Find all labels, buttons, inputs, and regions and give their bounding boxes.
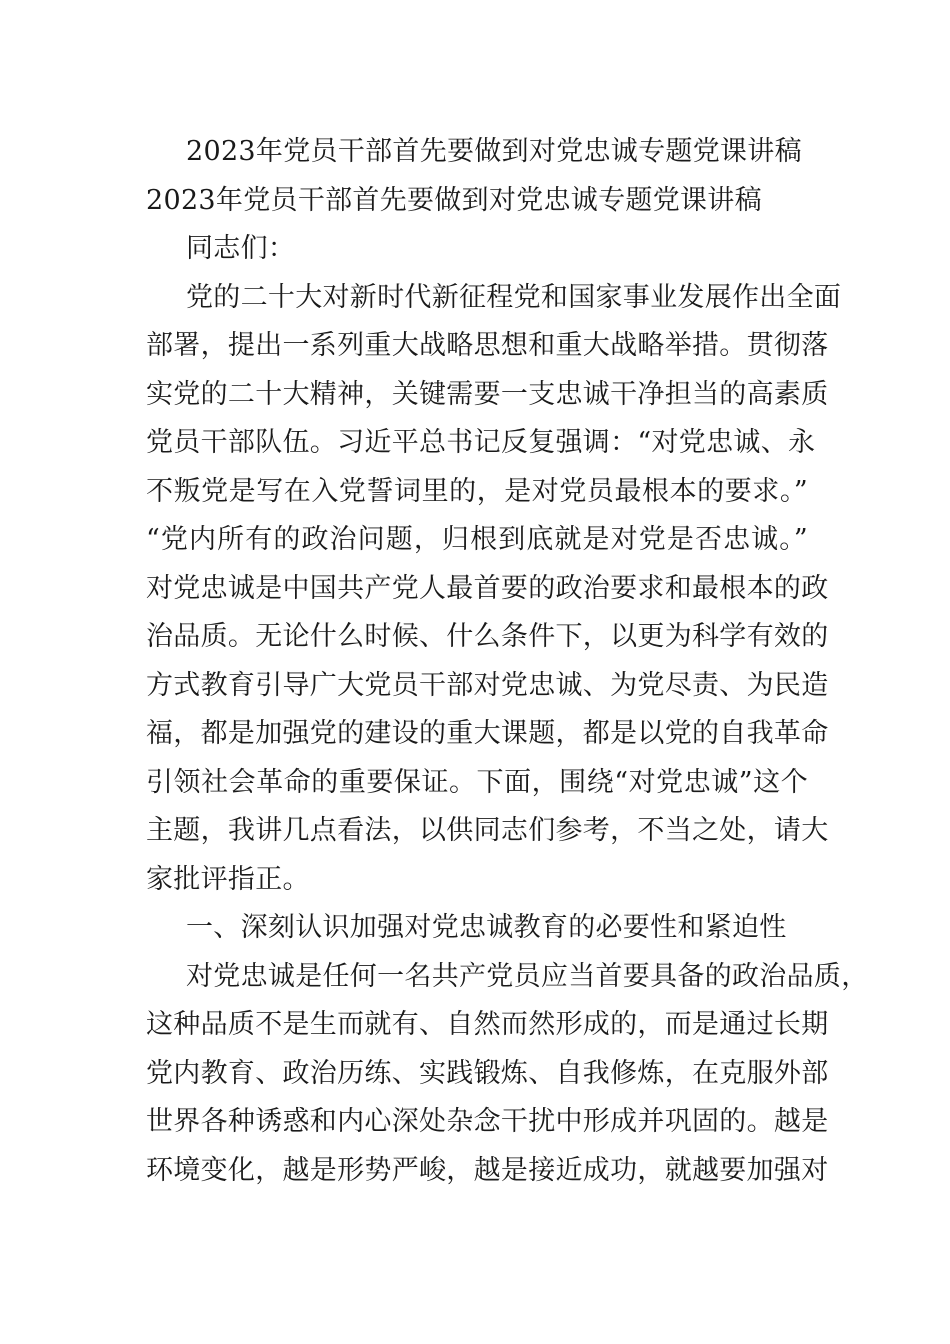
paragraph-line: 党员干部队伍。习近平总书记反复强调：“对党忠诚、永 [146,427,816,458]
paragraph-line: 家批评指正。 [146,863,310,895]
paragraph-line: 党内教育、政治历练、实践锻炼、自我修炼，在克服外部 [146,1057,829,1089]
document-body [146,128,869,1195]
paragraph-line: 对党忠诚是任何一名共产党员应当首要具备的政治品质， [186,960,869,992]
paragraph-line: 引领社会革命的重要保证。下面，围绕“对党忠诚”这个 [146,766,808,798]
paragraph-line: 党的二十大对新时代新征程党和国家事业发展作出全面 [186,281,842,313]
paragraph-line: 主题，我讲几点看法，以供同志们参考，不当之处，请大 [146,815,829,846]
paragraph-2 [146,953,869,1196]
document-title-repeat: 2023年党员干部首先要做到对党忠诚专题党课讲稿 [146,184,762,216]
paragraph-line: 这种品质不是生而就有、自然而然形成的，而是通过长期 [146,1009,829,1040]
paragraph-line: 方式教育引导广大党员干部对党忠诚、为党尽责、为民造 [146,669,829,701]
paragraph-line: 环境变化，越是形势严峻，越是接近成功，就越要加强对 [146,1154,829,1186]
paragraph-line: 治品质。无论什么时候、什么条件下，以更为科学有效的 [146,621,829,652]
paragraph-line: 不叛党是写在入党誓词里的，是对党员最根本的要求。” [146,475,808,507]
paragraph-line: 部署，提出一系列重大战略思想和重大战略举措。贯彻落 [146,330,829,361]
paragraph-line: 福，都是加强党的建设的重大课题，都是以党的自我革命 [146,718,829,749]
paragraph-line: 对党忠诚是中国共产党人最首要的政治要求和最根本的政 [146,572,829,604]
paragraph-1 [146,274,842,905]
document-title: 2023年党员干部首先要做到对党忠诚专题党课讲稿 [186,136,802,167]
paragraph-line: “党内所有的政治问题，归根到底就是对党是否忠诚。” [146,524,808,555]
paragraph-line: 实党的二十大精神，关键需要一支忠诚干净担当的高素质 [146,378,829,410]
section-heading: 一、深刻认识加强对党忠诚教育的必要性和紧迫性 [186,912,787,943]
paragraph-line: 世界各种诱惑和内心深处杂念干扰中形成并巩固的。越是 [146,1106,829,1137]
salutation: 同志们： [186,233,296,264]
